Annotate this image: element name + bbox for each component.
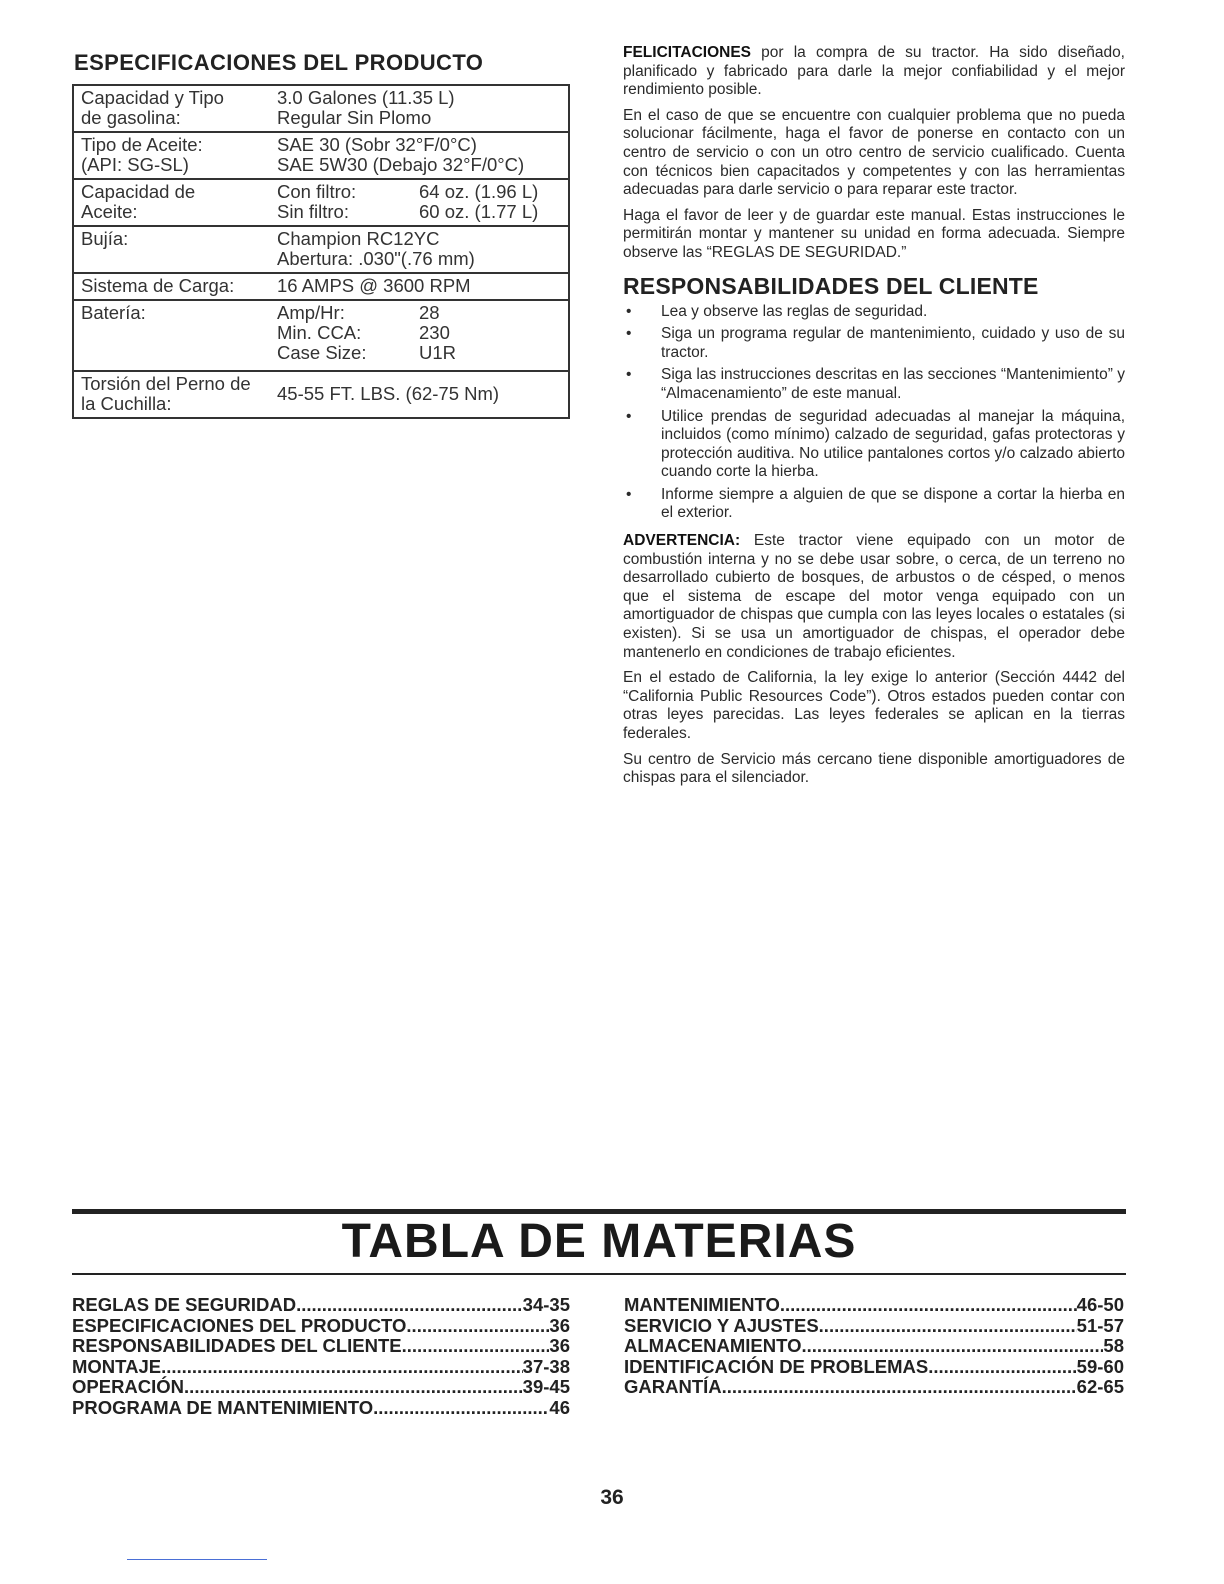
- table-row: [73, 300, 569, 371]
- spec-label: Batería:: [73, 300, 270, 371]
- toc-right-column: [624, 1295, 1124, 1398]
- toc-entry[interactable]: IDENTIFICACIÓN DE PROBLEMAS ..... 59-60: [624, 1357, 1124, 1378]
- list-item: • Informe siempre a alguien de que se dispone a cortar la hierba en el exterior.: [626, 485, 1125, 522]
- toc-title: TABLA DE MATERIAS: [341, 1215, 857, 1268]
- list-item: • Siga las instrucciones descritas en las secciones “Mantenimiento” y “Almacenamiento” de este manual.: [626, 366, 1125, 402]
- spec-label: Capacidad y Tipo de gasolina:: [73, 85, 270, 132]
- table-row: [73, 273, 569, 300]
- spec-value: 45-55 FT. LBS. (62-75 Nm): [270, 371, 569, 418]
- footer-divider: [127, 1559, 267, 1560]
- california-paragraph: En el estado de California, la ley exige lo anterior (Sección 4442 del “California Public Resources Code”). Otros estados pueden contar con otras leyes parecidas. Las leyes federales se aplican en la tierras federales.: [623, 669, 1125, 742]
- bullet-icon: •: [626, 485, 632, 503]
- page-number: 36: [600, 1486, 624, 1509]
- bullet-icon: •: [626, 407, 632, 425]
- intro-paragraph: FELICITACIONES por la compra de su tractor. Ha sido diseñado, planificado y fabricado para darle la mejor confiabilidad y el mejor rendimiento posible.: [623, 44, 1125, 99]
- toc-entry[interactable]: RESPONSABILIDADES DEL CLIENTE ..... 36: [72, 1336, 570, 1357]
- table-row: [73, 226, 569, 273]
- bullet-icon: •: [626, 325, 632, 343]
- service-center-paragraph: Su centro de Servicio más cercano tiene disponible amortiguadores de chispas para el silenciador.: [623, 750, 1125, 787]
- list-item: • Lea y observe las reglas de seguridad.: [626, 302, 928, 320]
- service-paragraph: En el caso de que se encuentre con cualquier problema que no pueda solucionar fácilmente, haga el favor de ponerse en contacto con un centro de servicio o con un otro centro de servicio cualificado. Cuenta con técnicos bien capacitados y competentes y con las herramientas adecuadas para darle servicio o para reparar este tractor.: [623, 106, 1125, 199]
- toc-bottom-rule: [72, 1273, 1126, 1275]
- toc-entry[interactable]: MANTENIMIENTO ..... 46-50: [624, 1295, 1124, 1316]
- spec-label: Tipo de Aceite: (API: SG-SL): [73, 132, 270, 179]
- spec-value: Champion RC12YC Abertura: .030"(.76 mm): [270, 226, 569, 273]
- responsibilities-list: [623, 303, 1125, 524]
- bullet-icon: •: [626, 302, 632, 320]
- toc-entry[interactable]: ESPECIFICACIONES DEL PRODUCTO ..... 36: [72, 1316, 570, 1337]
- toc-left-column: [72, 1295, 570, 1418]
- warning-paragraph: ADVERTENCIA: Este tractor viene equipado con un motor de combustión interna y no se debe usar sobre, o cerca, de un terreno no desarrollado cubierto de bosques, de arbustos o de césped, o menos que el sistema de escape del motor venga equipado con un amortiguador de chispas que cumpla con las leyes locales o estatales (si existen). Si se usa un amortiguador de chispas, el operador debe mantenerlo en condiciones de trabajo eficientes.: [623, 532, 1125, 661]
- specs-section: [72, 50, 572, 419]
- spec-label: Sistema de Carga:: [73, 273, 270, 300]
- responsibilities-title: RESPONSABILIDADES DEL CLIENTE: [623, 272, 1039, 299]
- spec-label: Capacidad de Aceite:: [73, 179, 270, 226]
- spec-value: 16 AMPS @ 3600 RPM: [270, 273, 569, 300]
- spec-label: Bujía:: [73, 226, 270, 273]
- spec-value: Amp/Hr: 28 Min. CCA: 230 Case Size: U1R: [270, 300, 569, 371]
- table-row: [73, 179, 569, 226]
- table-row: [73, 85, 569, 132]
- toc-entry[interactable]: SERVICIO Y AJUSTES ..... 51-57: [624, 1316, 1124, 1337]
- toc-entry[interactable]: ALMACENAMIENTO ..... 58: [624, 1336, 1124, 1357]
- toc-entry[interactable]: PROGRAMA DE MANTENIMIENTO ..... 46: [72, 1398, 570, 1419]
- specs-table: [72, 84, 570, 419]
- spec-value: SAE 30 (Sobr 32°F/0°C) SAE 5W30 (Debajo 32°F/0°C): [270, 132, 569, 179]
- bullet-icon: •: [626, 366, 632, 384]
- manual-paragraph: Haga el favor de leer y de guardar este manual. Estas instrucciones le permitirán montar y mantener su unidad en forma adecuada. Siempre observe las “REGLAS DE SEGURIDAD.”: [623, 206, 1125, 261]
- table-row: [73, 132, 569, 179]
- spec-value: Con filtro: 64 oz. (1.96 L) Sin filtro: 60 oz. (1.77 L): [270, 179, 569, 226]
- toc-entry[interactable]: REGLAS DE SEGURIDAD ..... 34-35: [72, 1295, 570, 1316]
- specs-title: ESPECIFICACIONES DEL PRODUCTO: [74, 50, 484, 75]
- spec-label: Torsión del Perno de la Cuchilla:: [73, 371, 270, 418]
- toc-entry[interactable]: MONTAJE ..... 37-38: [72, 1357, 570, 1378]
- toc-entry[interactable]: GARANTÍA ..... 62-65: [624, 1377, 1124, 1398]
- intro-section: [623, 44, 1125, 795]
- spec-value: 3.0 Galones (11.35 L) Regular Sin Plomo: [270, 85, 569, 132]
- toc-entry[interactable]: OPERACIÓN ..... 39-45: [72, 1377, 570, 1398]
- list-item: • Siga un programa regular de mantenimiento, cuidado y uso de su tractor.: [626, 325, 1125, 361]
- list-item: • Utilice prendas de seguridad adecuadas al manejar la máquina, incluidos (como mínimo) calzado de seguridad, gafas protectoras y protección auditiva. No utilice pantalones cortos y/o calzado abierto cuando corte la hierba.: [626, 407, 1125, 481]
- table-row: [73, 371, 569, 418]
